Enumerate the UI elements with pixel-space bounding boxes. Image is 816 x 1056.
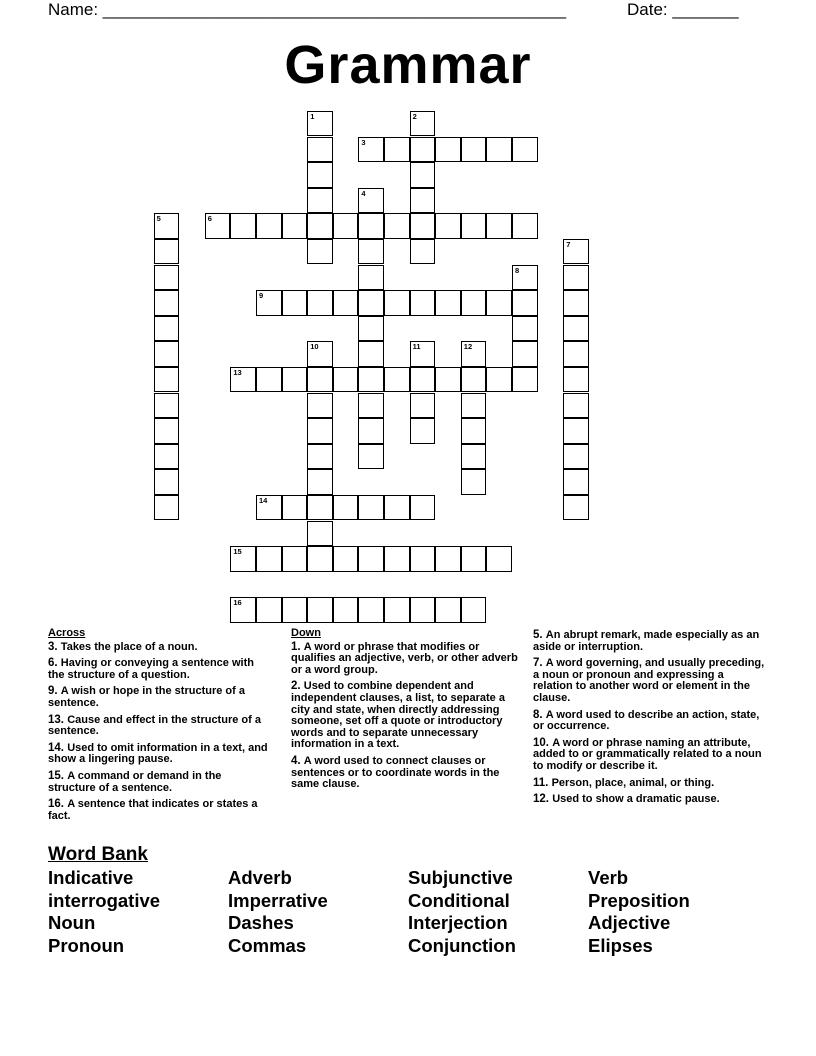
crossword-cell[interactable] [358, 444, 384, 470]
crossword-cell[interactable] [512, 367, 538, 393]
clue-number: 6 [207, 214, 212, 224]
crossword-cell[interactable] [154, 367, 180, 393]
clue-item [533, 738, 765, 773]
clue-number: 3 [361, 137, 366, 147]
crossword-cell[interactable] [461, 597, 487, 623]
clue-item-text: A word used to describe an action, state, or occurrence. [533, 708, 760, 733]
crossword-cell[interactable] [282, 367, 308, 393]
crossword-cell[interactable] [384, 597, 410, 623]
clue-item-text: An abrupt remark, made especially as an aside or interruption. [533, 629, 760, 653]
crossword-cell[interactable] [358, 418, 384, 444]
word-bank-item: Indicative [48, 867, 134, 888]
crossword-cell[interactable] [333, 290, 359, 316]
clue-item-text: A word governing, and usually preceding, a noun or pronoun and expressing a relation to another word or element in the clause. [533, 657, 765, 704]
crossword-cell[interactable] [154, 265, 180, 291]
crossword-cell[interactable] [307, 546, 333, 572]
word-bank-item: Conjunction [408, 935, 516, 956]
clue-item-number: 2. [291, 680, 304, 693]
clue-item-text: A command or demand in the structure of a sentence. [48, 769, 222, 794]
crossword-cell[interactable] [307, 162, 333, 188]
crossword-cell[interactable] [230, 213, 256, 239]
clue-number: 12 [463, 342, 473, 352]
clue-item [533, 794, 765, 806]
crossword-cell[interactable] [410, 418, 436, 444]
clue-item-text: Used to omit information in a text, and show a lingering pause. [48, 741, 268, 766]
crossword-cell[interactable] [563, 239, 589, 265]
clue-item [48, 799, 270, 822]
clue-item-number: 7. [533, 657, 546, 670]
crossword-cell[interactable] [563, 290, 589, 316]
crossword-cell[interactable] [563, 316, 589, 342]
crossword-cell[interactable] [461, 213, 487, 239]
clue-item [48, 743, 270, 766]
clue-item [48, 715, 270, 738]
clue-number: 9 [259, 291, 264, 301]
crossword-cell[interactable] [384, 495, 410, 521]
crossword-cell[interactable] [410, 213, 436, 239]
clue-number: 7 [566, 239, 571, 249]
crossword-cell[interactable] [563, 265, 589, 291]
clue-item-number: 4. [291, 754, 304, 767]
crossword-cell[interactable] [410, 162, 436, 188]
crossword-cell[interactable] [384, 213, 410, 239]
clue-number: 15 [233, 547, 242, 557]
down-clues-continued [533, 630, 765, 811]
clue-item-text: Person, place, animal, or thing. [551, 776, 715, 789]
clue-item-number: 3. [48, 640, 61, 653]
clue-item-number: 9. [48, 685, 61, 698]
crossword-cell[interactable] [154, 469, 180, 495]
clue-item-text: A wish or hope in the structure of a sentence. [48, 685, 245, 709]
crossword-cell[interactable] [512, 265, 538, 291]
crossword-cell[interactable] [358, 341, 384, 367]
crossword-cell[interactable] [410, 137, 436, 163]
word-bank-item: Conditional [408, 890, 510, 911]
crossword-cell[interactable] [410, 393, 436, 419]
crossword-cell[interactable] [256, 597, 282, 623]
crossword-cell[interactable] [435, 137, 461, 163]
word-bank-item: Adjective [588, 912, 671, 933]
crossword-cell[interactable] [307, 418, 333, 444]
crossword-cell[interactable] [358, 213, 384, 239]
clue-item-number: 15. [48, 769, 68, 782]
crossword-cell[interactable] [282, 597, 308, 623]
clue-item [291, 681, 523, 751]
clue-item-text: A sentence that indicates or states a fact. [48, 798, 258, 822]
clue-number: 10 [310, 342, 319, 352]
crossword-cell[interactable] [230, 546, 256, 572]
crossword-cell[interactable] [461, 444, 487, 470]
word-bank-item: interrogative [48, 890, 161, 911]
clue-item [48, 658, 270, 681]
crossword-cell[interactable] [486, 546, 512, 572]
clue-item [48, 686, 270, 709]
clue-item-text: Used to combine dependent and independent clauses, a list, to separate a city and state, when directly addressing someone, set off a quote or introductory words and to separate unnecessary information in a text. [291, 680, 505, 751]
crossword-cell[interactable] [358, 546, 384, 572]
crossword-cell[interactable] [512, 341, 538, 367]
crossword-cell[interactable] [154, 393, 180, 419]
crossword-cell[interactable] [563, 444, 589, 470]
crossword-cell[interactable] [282, 546, 308, 572]
word-bank-item: Imperrative [228, 890, 328, 911]
crossword-cell[interactable] [307, 188, 333, 214]
clue-number: 14 [259, 495, 268, 505]
crossword-cell[interactable] [486, 367, 512, 393]
clue-number: 1 [310, 111, 315, 121]
word-bank-item: Noun [48, 912, 96, 933]
crossword-cell[interactable] [358, 316, 384, 342]
crossword-cell[interactable] [154, 239, 180, 265]
name-field-label[interactable]: Name: _________________________________________________ [48, 0, 567, 19]
crossword-cell[interactable] [307, 521, 333, 547]
crossword-cell[interactable] [358, 597, 384, 623]
word-bank-item: Pronoun [48, 935, 125, 956]
crossword-cell[interactable] [358, 137, 384, 163]
down-clues [291, 628, 523, 796]
crossword-cell[interactable] [461, 393, 487, 419]
word-bank-item: Commas [228, 935, 307, 956]
clue-item [533, 658, 765, 704]
crossword-cell[interactable] [358, 393, 384, 419]
crossword-cell[interactable] [307, 469, 333, 495]
clue-item [533, 710, 765, 733]
crossword-cell[interactable] [358, 188, 384, 214]
crossword-cell[interactable] [154, 418, 180, 444]
crossword-cell[interactable] [307, 111, 333, 137]
crossword-cell[interactable] [461, 341, 487, 367]
crossword-cell[interactable] [358, 290, 384, 316]
clue-item-text: Takes the place of a noun. [60, 640, 198, 653]
crossword-cell[interactable] [563, 367, 589, 393]
crossword-cell[interactable] [563, 418, 589, 444]
crossword-cell[interactable] [154, 341, 180, 367]
crossword-cell[interactable] [333, 495, 359, 521]
clue-item-number: 11. [533, 776, 552, 789]
clue-item-number: 16. [48, 798, 68, 811]
crossword-cell[interactable] [410, 341, 436, 367]
crossword-cell[interactable] [486, 213, 512, 239]
crossword-cell[interactable] [512, 213, 538, 239]
clue-item [291, 756, 523, 791]
clue-item [533, 630, 765, 653]
crossword-cell[interactable] [333, 546, 359, 572]
clue-item-text: Having or conveying a sentence with the structure of a question. [48, 657, 254, 681]
crossword-cell[interactable] [307, 213, 333, 239]
crossword-cell[interactable] [461, 137, 487, 163]
clue-item [533, 778, 765, 790]
word-bank-item: Elipses [588, 935, 653, 956]
crossword-cell[interactable] [410, 290, 436, 316]
clue-item-number: 1. [291, 640, 304, 653]
crossword-cell[interactable] [461, 290, 487, 316]
clue-item-number: 8. [533, 708, 546, 721]
crossword-cell[interactable] [563, 469, 589, 495]
clue-item-number: 13. [48, 713, 68, 726]
crossword-cell[interactable] [410, 597, 436, 623]
crossword-cell[interactable] [563, 341, 589, 367]
clue-number: 16 [233, 598, 242, 608]
crossword-cell[interactable] [410, 188, 436, 214]
crossword-cell[interactable] [307, 239, 333, 265]
crossword-cell[interactable] [256, 546, 282, 572]
word-bank-item: Verb [588, 867, 629, 888]
clue-item-number: 5. [533, 629, 546, 641]
crossword-cell[interactable] [461, 418, 487, 444]
crossword-cell[interactable] [435, 597, 461, 623]
crossword-cell[interactable] [410, 111, 436, 137]
crossword-cell[interactable] [282, 213, 308, 239]
crossword-cell[interactable] [307, 444, 333, 470]
crossword-cell[interactable] [486, 290, 512, 316]
crossword-cell[interactable] [154, 316, 180, 342]
crossword-cell[interactable] [358, 265, 384, 291]
across-clues [48, 628, 270, 827]
crossword-cell[interactable] [358, 495, 384, 521]
crossword-cell[interactable] [512, 316, 538, 342]
crossword-cell[interactable] [230, 597, 256, 623]
crossword-cell[interactable] [256, 495, 282, 521]
crossword-cell[interactable] [384, 546, 410, 572]
clue-item-text: A word or phrase that modifies or qualifies an adjective, verb, or other adverb or a word group. [291, 640, 518, 676]
crossword-cell[interactable] [410, 367, 436, 393]
crossword-cell[interactable] [230, 367, 256, 393]
crossword-cell[interactable] [307, 393, 333, 419]
word-bank-item: Dashes [228, 912, 294, 933]
clue-number: 8 [515, 265, 520, 275]
clue-number: 4 [361, 188, 366, 198]
crossword-cell[interactable] [154, 444, 180, 470]
word-bank-item: Adverb [228, 867, 292, 888]
word-bank-title: Word Bank [48, 844, 148, 865]
crossword-cell[interactable] [256, 290, 282, 316]
clue-number: 2 [412, 111, 417, 121]
page-title: Grammar [284, 35, 532, 95]
crossword-cell[interactable] [410, 495, 436, 521]
crossword-cell[interactable] [512, 290, 538, 316]
crossword-cell[interactable] [307, 341, 333, 367]
clue-item-text: Cause and effect in the structure of a sentence. [48, 713, 261, 738]
across-heading: Across [48, 627, 86, 639]
crossword-cell[interactable] [333, 213, 359, 239]
crossword-cell[interactable] [282, 290, 308, 316]
crossword-cell[interactable] [435, 367, 461, 393]
crossword-cell[interactable] [154, 495, 180, 521]
crossword-cell[interactable] [486, 137, 512, 163]
crossword-cell[interactable] [256, 367, 282, 393]
word-bank-item: Preposition [588, 890, 690, 911]
down-heading: Down [291, 627, 321, 639]
crossword-cell[interactable] [307, 290, 333, 316]
crossword-cell[interactable] [307, 137, 333, 163]
word-bank-item: Interjection [408, 912, 508, 933]
clue-number: 11 [412, 342, 421, 352]
word-bank-item: Subjunctive [408, 867, 513, 888]
crossword-cell[interactable] [307, 367, 333, 393]
crossword-cell[interactable] [512, 137, 538, 163]
crossword-cell[interactable] [205, 213, 231, 239]
crossword-cell[interactable] [154, 290, 180, 316]
clue-item-number: 14. [48, 741, 68, 754]
crossword-cell[interactable] [384, 367, 410, 393]
crossword-cell[interactable] [435, 546, 461, 572]
crossword-cell[interactable] [563, 393, 589, 419]
clue-item-number: 10. [533, 736, 553, 749]
clue-item-number: 12. [533, 793, 553, 806]
clue-number: 13 [233, 367, 242, 377]
crossword-cell[interactable] [358, 239, 384, 265]
clue-item-text: A word used to connect clauses or sentences or to coordinate words in the same clause. [291, 754, 500, 791]
crossword-cell[interactable] [563, 495, 589, 521]
clue-item [48, 771, 270, 794]
clue-number: 5 [156, 214, 161, 224]
crossword-cell[interactable] [154, 213, 180, 239]
crossword-cell[interactable] [282, 495, 308, 521]
crossword-cell[interactable] [410, 239, 436, 265]
clue-item [48, 642, 270, 654]
crossword-cell[interactable] [307, 495, 333, 521]
clue-item-number: 6. [48, 657, 61, 670]
crossword-cell[interactable] [461, 367, 487, 393]
crossword-cell[interactable] [435, 213, 461, 239]
crossword-cell[interactable] [435, 290, 461, 316]
clue-item-text: Used to show a dramatic pause. [552, 793, 720, 806]
crossword-cell[interactable] [384, 290, 410, 316]
crossword-cell[interactable] [461, 469, 487, 495]
crossword-cell[interactable] [307, 597, 333, 623]
crossword-cell[interactable] [333, 367, 359, 393]
crossword-cell[interactable] [256, 213, 282, 239]
crossword-cell[interactable] [410, 546, 436, 572]
crossword-cell[interactable] [461, 546, 487, 572]
date-field-label[interactable]: Date: _______ [627, 0, 739, 19]
crossword-cell[interactable] [384, 137, 410, 163]
clue-item [291, 642, 523, 677]
clue-item-text: A word or phrase naming an attribute, added to or grammatically related to a noun to modify or describe it. [533, 736, 762, 772]
crossword-cell[interactable] [358, 367, 384, 393]
crossword-cell[interactable] [333, 597, 359, 623]
